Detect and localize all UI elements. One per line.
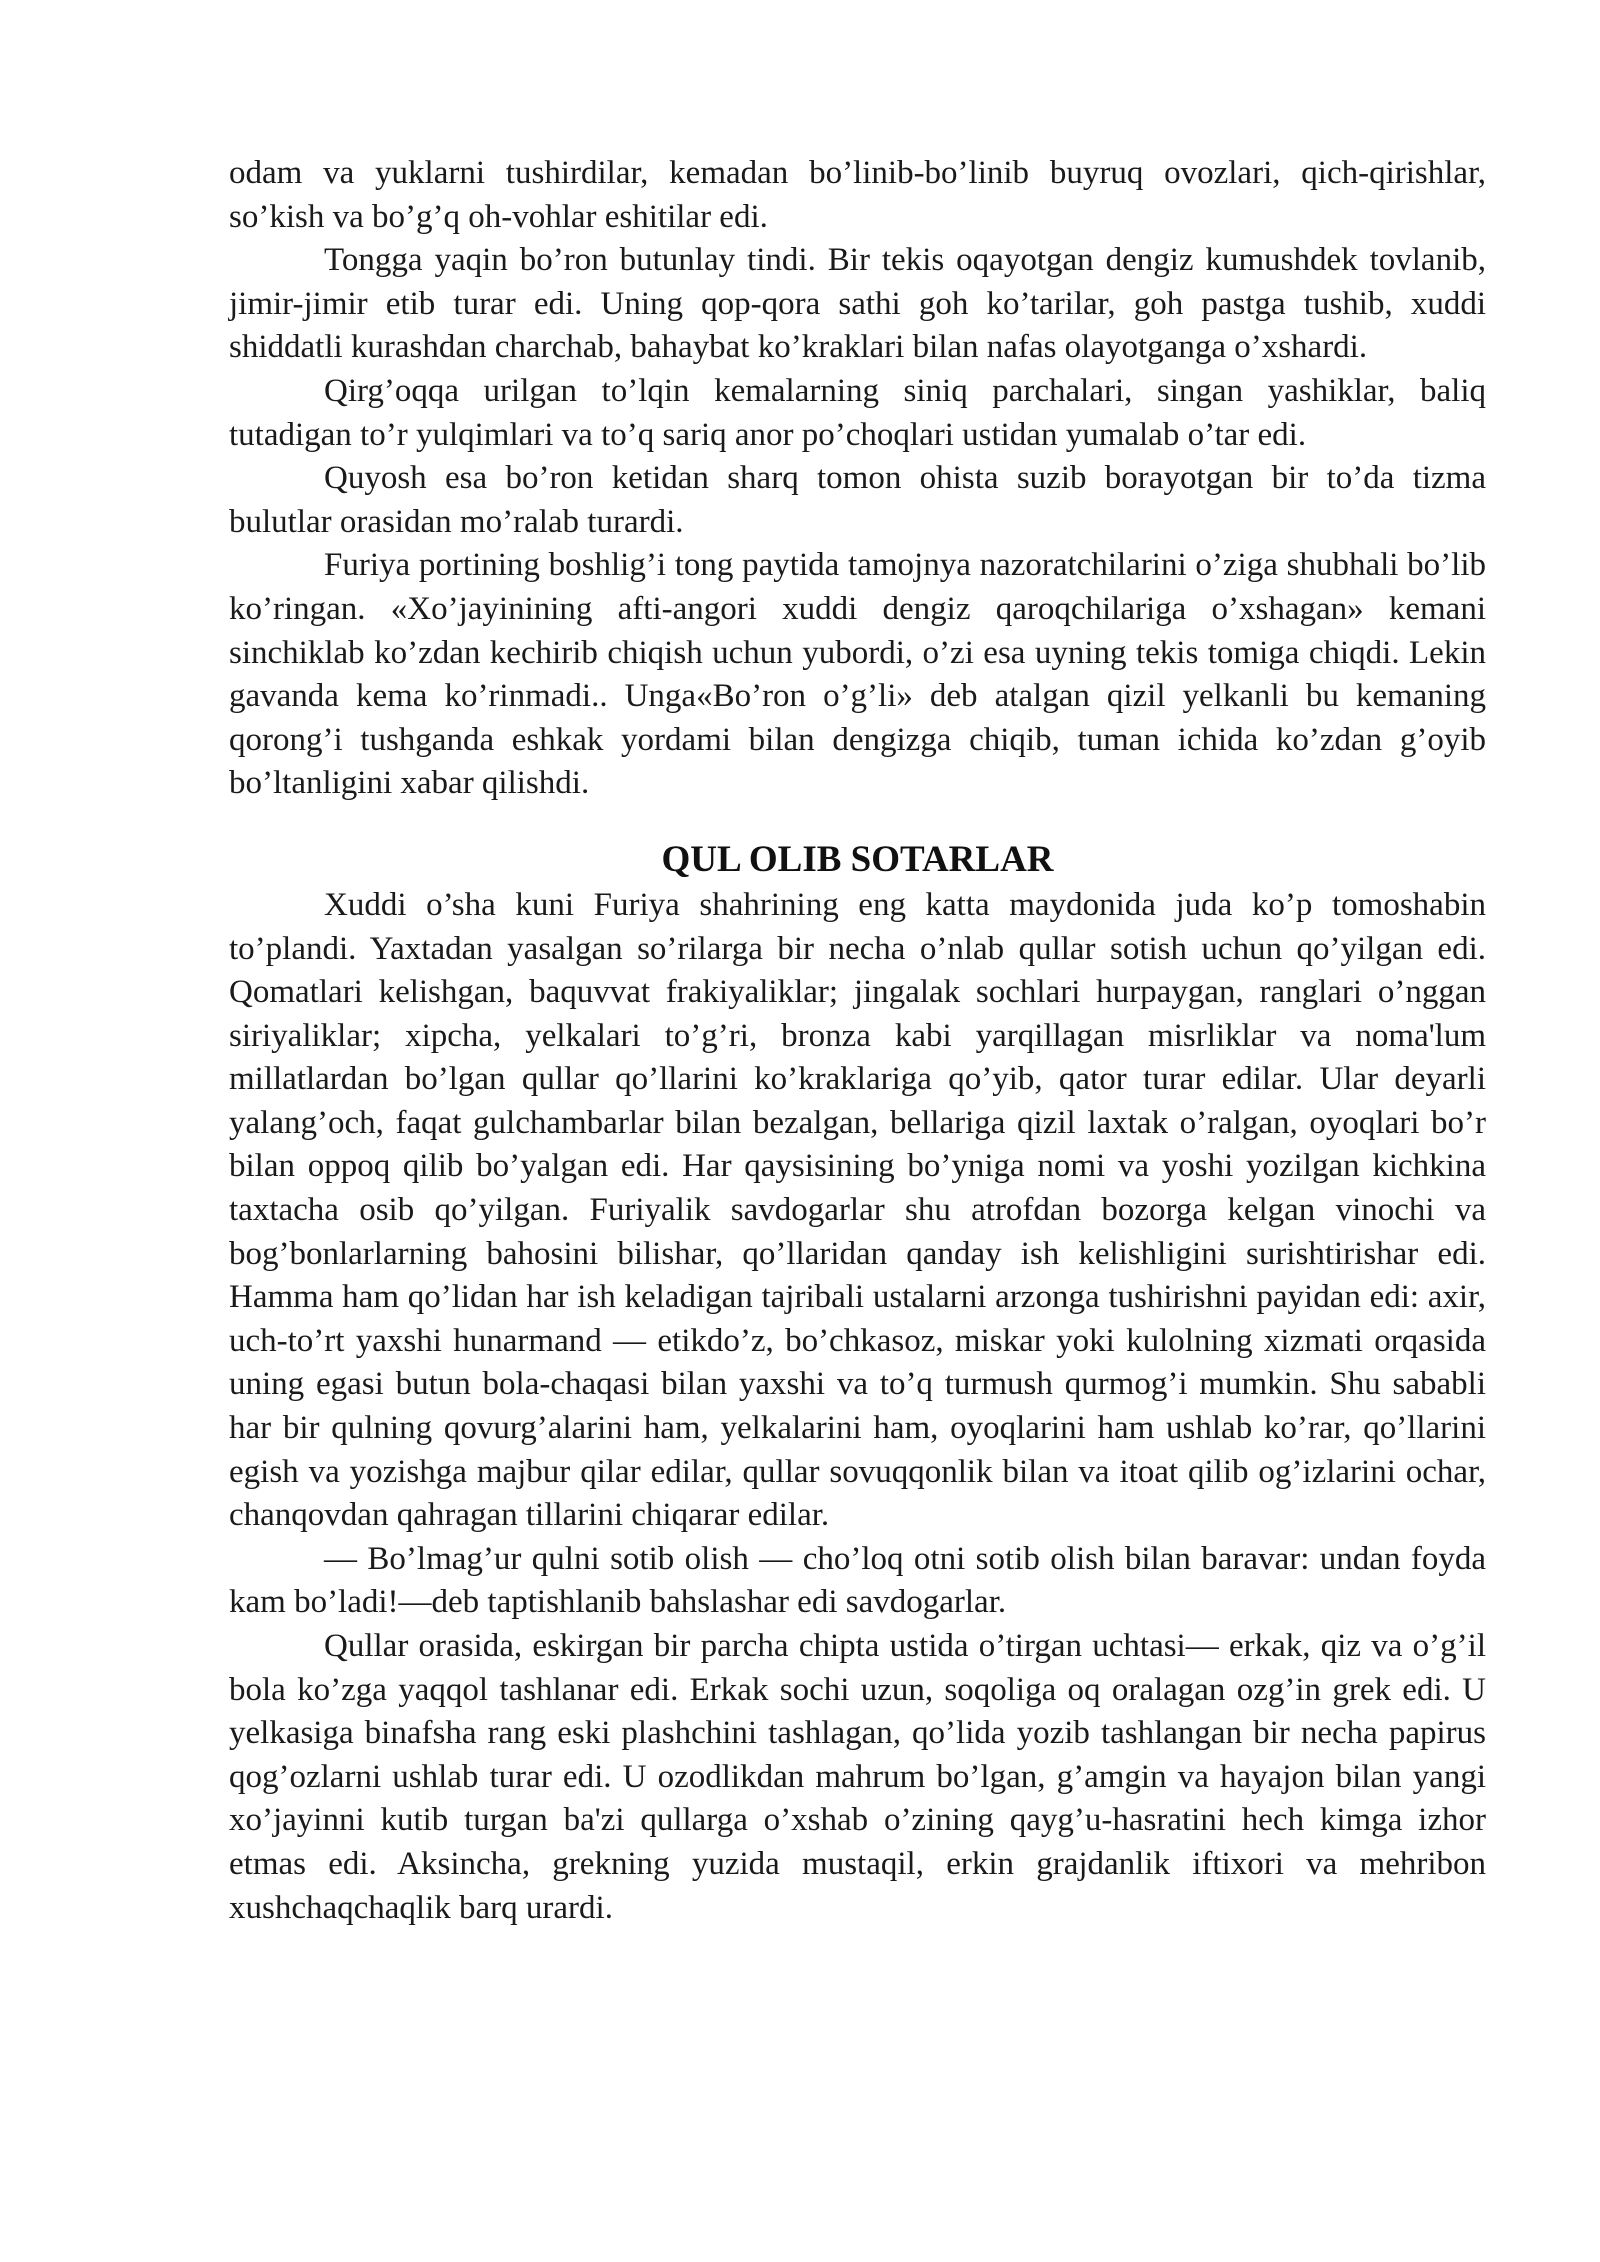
paragraph-sun: Quyosh esa bo’ron ketidan sharq tomon ohista suzib borayotgan bir to’da tizma bulutlar orasidan mo’ralab turardi. xyxy=(229,460,1486,540)
paragraph-dawn: Tongga yaqin bo’ron butunlay tindi. Bir tekis oqayotgan dengiz kumushdek tovlanib, jimir-jimir etib turar edi. Uning qop-qora sathi goh ko’tarilar, goh pastga tushib, xuddi shiddatli kurashdan charchab, bahaybat ko’kraklari bilan nafas olayotganga o’xshardi. xyxy=(229,242,1486,366)
section-heading: QUL OLIB SOTARLAR xyxy=(661,838,1054,880)
paragraph-merchant-quote: — Bo’lmag’ur qulni sotib olish — cho’loq otni sotib olish bilan baravar: undan foyda kam bo’ladi!—deb taptishlanib bahslashar edi savdogarlar. xyxy=(229,1540,1486,1621)
paragraph-slave-market: Xuddi o’sha kuni Furiya shahrining eng katta maydonida juda ko’p tomoshabin to’plandi. Yaxtadan yasalgan so’rilarga bir necha o’nlab qullar sotish uchun qo’yilgan edi. Qomatlari kelishgan, baquvvat frakiyaliklar; jingalak sochlari hurpaygan, ranglari o’nggan siriyaliklar; xipcha, yelkalari to’g’ri, bronza kabi yarqillagan misrliklar va noma'lum millatlardan bo’lgan qullar qo’llarini ko’kraklariga qo’yib, qator turar edilar. Ular deyarli yalang’och, faqat gulchambarlar bilan bezalgan, bellariga qizil laxtak o’ralgan, oyoqlari bo’r bilan oppoq qilib bo’yalgan edi. Har qaysisining bo’yniga nomi va yoshi yozilgan kichkina taxtacha osib qo’yilgan. Furiyalik savdogarlar shu atrofdan bozorga kelgan vinochi va bog’bonlarlarning bahosini bilishar, qo’llaridan qanday ish kelishligini surishtirishar edi. Hamma ham qo’lidan har ish keladigan tajribali ustalarni arzonga tushirishni payidan edi: axir, uch-to’rt yaxshi hunarmand — etikdo’z, bo’chkasoz, miskar yoki kulolning xizmati orqasida uning egasi butun bola-chaqasi bilan yaxshi va to’q turmush qurmog’i mumkin. Shu sababli har bir qulning qovurg’alarini ham, yelkalarini ham, oyoqlarini ham ushlab ko’rar, qo’llarini egish va yozishga majbur qilar edilar, qullar sovuqqonlik bilan va itoat qilib og’izlarini ochar, chanqovdan qahragan tillarini chiqarar edilar. xyxy=(229,886,1486,1534)
paragraph-greek: Qullar orasida, eskirgan bir parcha chipta ustida o’tirgan uchtasi— erkak, qiz va o’g’il bola ko’zga yaqqol tashlanar edi. Erkak sochi uzun, soqoliga oq oralagan ozg’in grek edi. U yelkasiga binafsha rang eski plashchini tashlagan, qo’lida yozib tashlangan bir necha papirus qog’ozlarni ushlab turar edi. U ozodlikdan mahrum bo’lgan, g’amgin va hayajon bilan yangi xo’jayinni kutib turgan ba'zi qullarga o’xshab o’zining qayg’u-hasratini hech kimga izhor etmas edi. Aksincha, grekning yuzida mustaqil, erkin grajdanlik iftixori va mehribon xushchaqchaqlik barq urardi. xyxy=(229,1628,1486,1926)
paragraph-shore: Qirg’oqqa urilgan to’lqin kemalarning siniq parchalari, singan yashiklar, baliq tutadigan to’r yulqimlari va to’q sariq anor po’choqlari ustidan yumalab o’tar edi. xyxy=(229,372,1486,453)
paragraph-continuation: odam va yuklarni tushirdilar, kemadan bo’linib-bo’linib buyruq ovozlari, qich-qirishlar, so’kish va bo’g’q oh-vohlar eshitilar edi. xyxy=(229,155,1486,235)
document-page xyxy=(229,152,1486,1930)
paragraph-port-chief: Furiya portining boshlig’i tong paytida tamojnya nazoratchilarini o’ziga shubhali bo’lib ko’ringan. «Xo’jayinining afti-angori xuddi dengiz qaroqchilariga o’xshagan» kemani sinchiklab ko’zdan kechirib chiqish uchun yubordi, o’zi esa uyning tekis tomiga chiqdi. Lekin gavanda kema ko’rinmadi.. Unga«Bo’ron o’g’li» deb atalgan qizil yelkanli bu kemaning qorong’i tushganda eshkak yordami bilan dengizga chiqib, tuman ichida ko’zdan g’oyib bo’ltanligini xabar qilishdi. xyxy=(229,547,1486,802)
